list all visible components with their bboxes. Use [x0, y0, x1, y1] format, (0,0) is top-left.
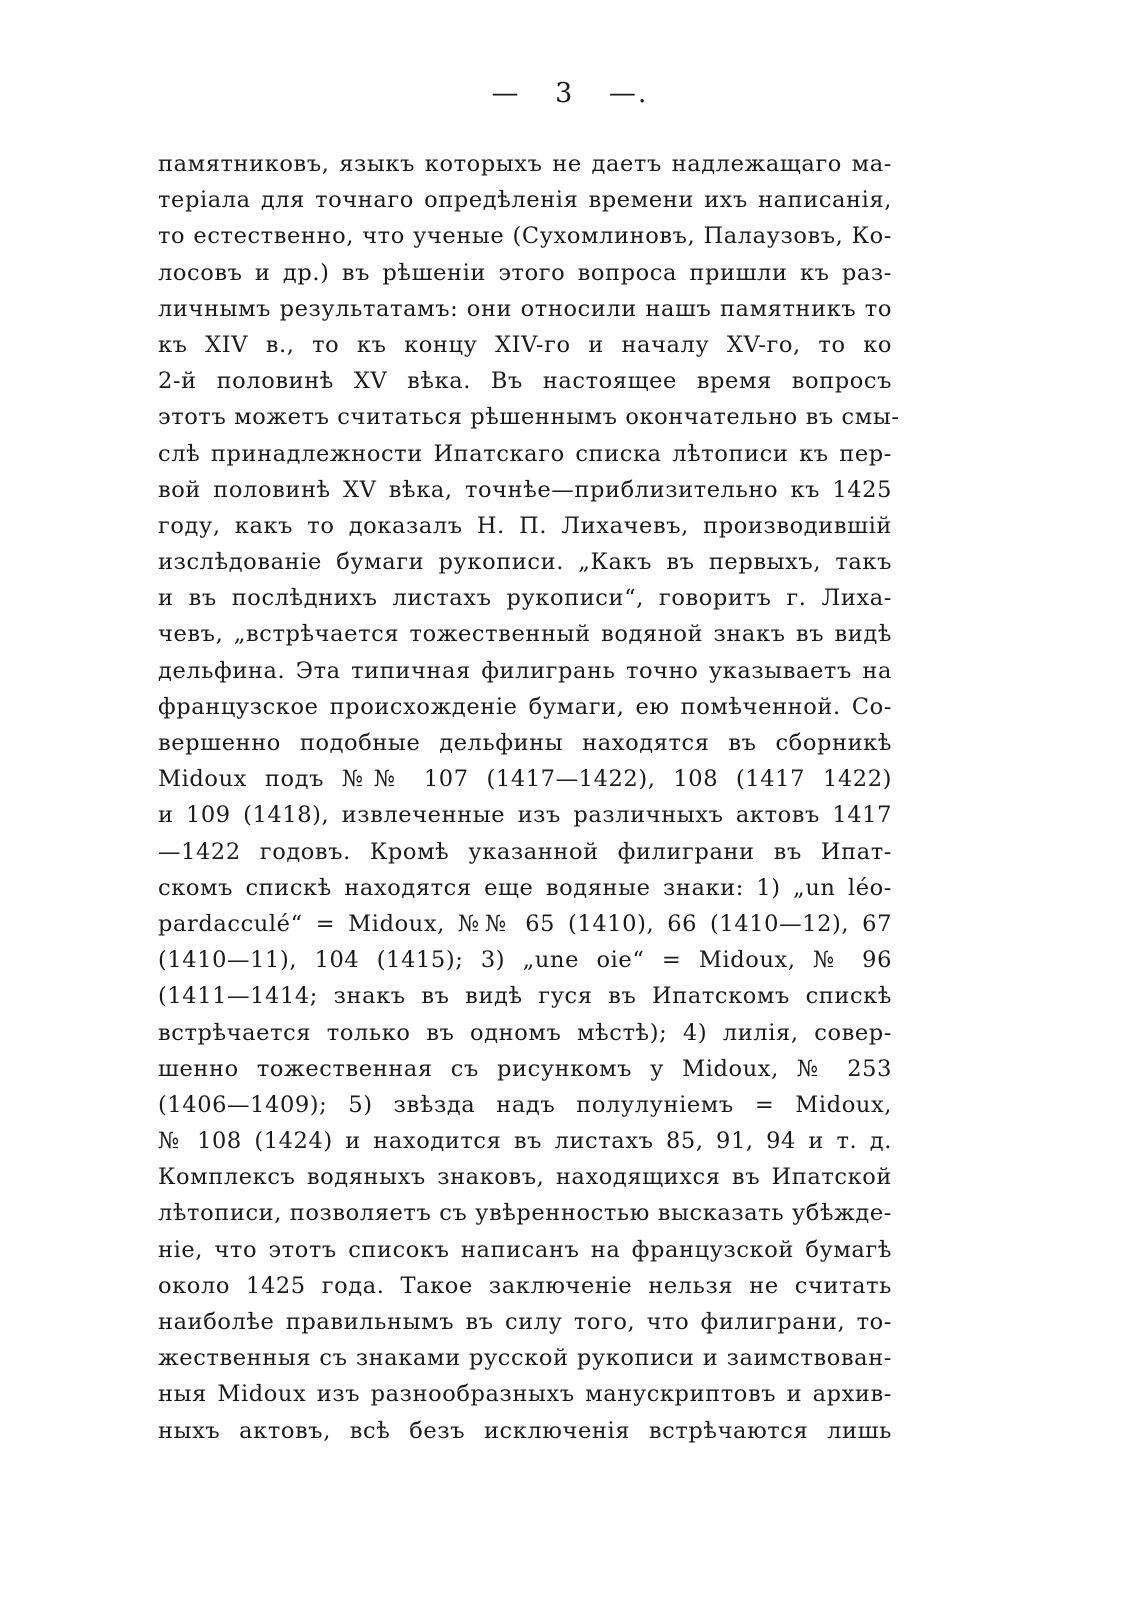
text-line: скомъ спискѣ находятся еще водяные знаки: 1) „un léo- [158, 874, 892, 901]
body-text [158, 146, 900, 1449]
text-line: къ XIV в., то къ концу XIV-го и началу XV-го, то ко [158, 331, 892, 358]
text-line: (1411—1414; знакъ въ видѣ гуся въ Ипатскомъ спискѣ [158, 983, 892, 1010]
text-line: около 1425 года. Такое заключеніе нельзя не считать [158, 1272, 892, 1299]
text-line: жественныя съ знаками русской рукописи и заимствован- [158, 1345, 892, 1372]
text-line: ныхъ актовъ, всѣ безъ исключенія встрѣчаются лишь [158, 1417, 892, 1444]
text-line: лосовъ и др.) въ рѣшеніи этого вопроса пришли къ раз- [158, 259, 892, 286]
text-line: и въ послѣднихъ листахъ рукописи“, говоритъ г. Лиха- [158, 585, 892, 612]
page-number [0, 78, 1140, 109]
text-line: дельфина. Эта типичная филигрань точно указываетъ на [158, 657, 892, 684]
text-line: 2-й половинѣ XV вѣка. Въ настоящее время вопросъ [158, 368, 892, 395]
text-line: году, какъ то доказалъ Н. П. Лихачевъ, производившій [158, 512, 892, 539]
text-line: вершенно подобные дельфины находятся въ сборникѣ [158, 730, 892, 756]
text-line: этотъ можетъ считаться рѣшеннымъ окончательно въ смы- [158, 404, 900, 431]
text-line: ныя Midoux изъ разнообразныхъ манускриптовъ и архив- [158, 1381, 892, 1408]
text-line: (1406—1409); 5) звѣзда надъ полулуніемъ = Midoux, [158, 1091, 892, 1118]
text-line: ніе, что этотъ списокъ написанъ на французской бумагѣ [158, 1236, 892, 1263]
text-line: Midoux подъ №№ 107 (1417—1422), 108 (1417 1422) [158, 766, 892, 793]
text-line: слѣ принадлежности Ипатскаго списка лѣтописи къ пер- [158, 440, 892, 467]
text-line: то естественно, что ученые (Сухомлиновъ, Палаузовъ, Ко- [158, 223, 892, 250]
text-line: Комплексъ водяныхъ знаковъ, находящихся въ Ипатской [158, 1164, 892, 1191]
text-line: памятниковъ, языкъ которыхъ не даетъ надлежащаго ма- [158, 151, 892, 177]
text-line: чевъ, „встрѣчается тожественный водяной знакъ въ видѣ [158, 621, 892, 648]
page-number-dash-left: — [491, 78, 521, 109]
text-line: и 109 (1418), извлеченные изъ различныхъ актовъ 1417 [158, 802, 892, 829]
text-line: шенно тожественная съ рисункомъ у Midoux, № 253 [158, 1055, 892, 1082]
text-line: вой половинѣ XV вѣка, точнѣе—приблизительно къ 1425 [158, 476, 892, 503]
text-line: французское происхожденіе бумаги, ею помѣченной. Со- [158, 693, 892, 720]
text-line: № 108 (1424) и находится въ листахъ 85, 91, 94 и т. д. [158, 1128, 892, 1155]
text-line: pardacculé“ = Midoux, №№ 65 (1410), 66 (1410—12), 67 [158, 910, 892, 937]
text-line: наиболѣе правильнымъ въ силу того, что филиграни, то- [158, 1309, 892, 1335]
text-line: (1410—11), 104 (1415); 3) „une oie“ = Midoux, № 96 [158, 947, 892, 974]
page-number-dash-right: —. [608, 78, 649, 109]
text-line: встрѣчается только въ одномъ мѣстѣ); 4) лилія, совер- [158, 1019, 892, 1046]
text-line: личнымъ результатамъ: они относили нашъ памятникъ то [158, 295, 892, 322]
text-line: изслѣдованіе бумаги рукописи. „Какъ въ первыхъ, такъ [158, 549, 892, 576]
page-number-value: 3 [555, 78, 575, 109]
text-line: теріала для точнаго опредѣленія времени ихъ написанія, [158, 187, 892, 214]
text-line: —1422 годовъ. Кромѣ указанной филиграни въ Ипат- [158, 838, 892, 865]
text-line: лѣтописи, позволяетъ съ увѣренностью высказать убѣжде- [158, 1200, 892, 1227]
